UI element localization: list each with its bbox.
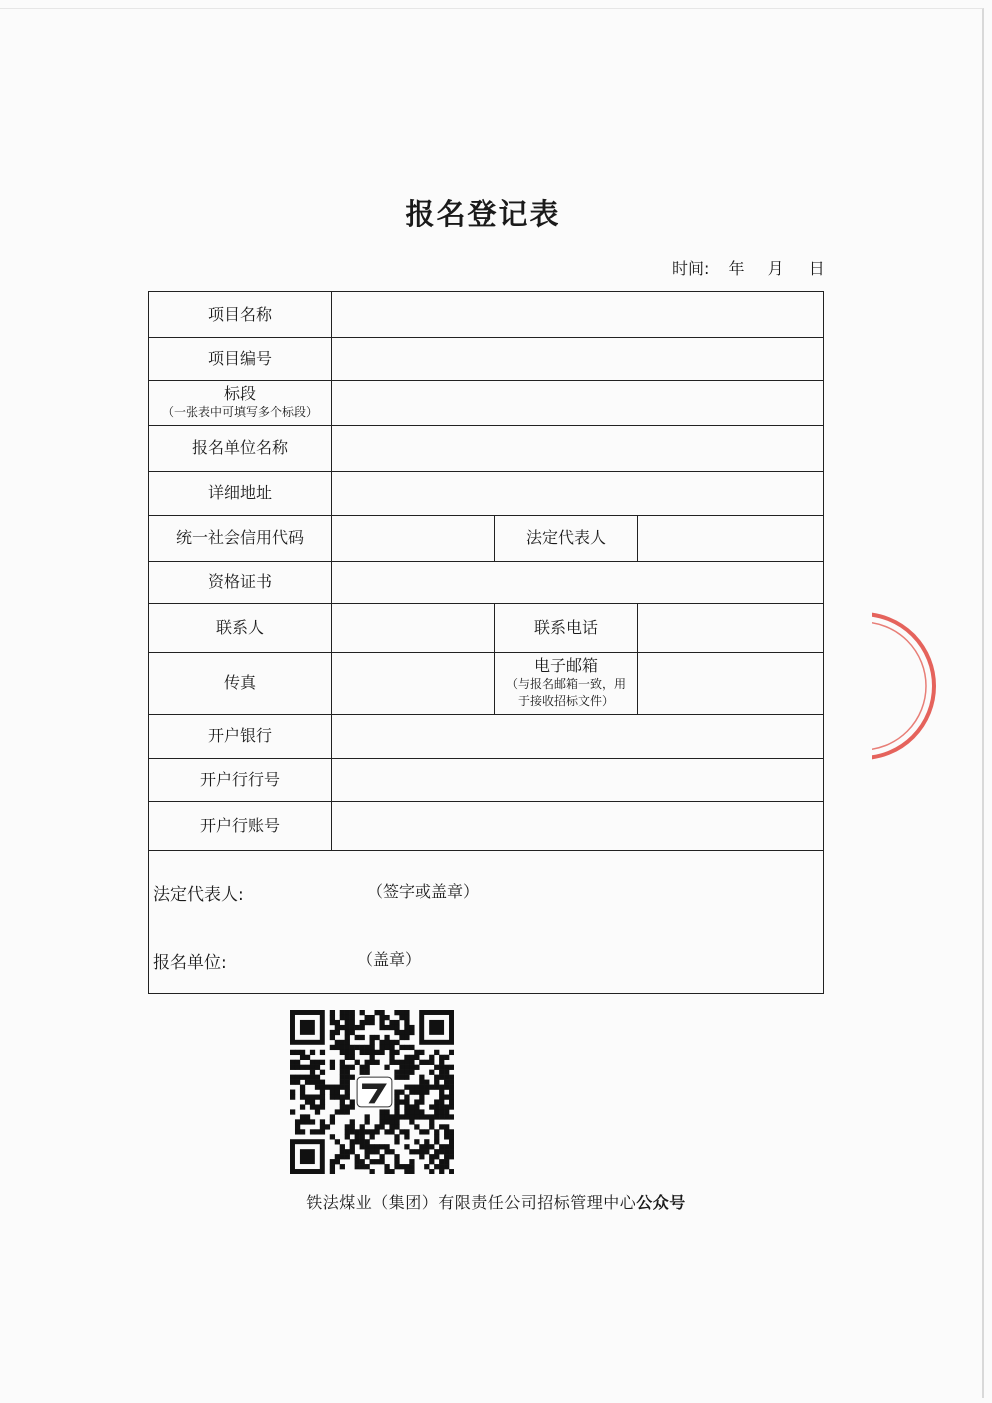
project-number-field[interactable]: [332, 337, 825, 380]
label-credit-code: [149, 515, 331, 561]
label-text: 电子邮箱: [533, 656, 598, 676]
label-text: 统一社会信用代码: [175, 528, 304, 547]
svg-text:公司招标管理中心: [941, 667, 942, 778]
label-note: （一张表中可填写多个标段）: [161, 405, 318, 420]
label-text: 联系电话: [533, 617, 598, 637]
date-day-label: 日: [808, 259, 825, 278]
project-name-field[interactable]: [332, 292, 825, 337]
date-label: 时间:: [672, 259, 710, 278]
label-bank-account: [149, 801, 331, 850]
label-address: [149, 471, 331, 515]
label-email: [495, 652, 637, 714]
date-month-label: 月: [767, 259, 784, 278]
caption-bold: 公众号: [636, 1193, 686, 1212]
company-seal-stamp: [872, 598, 942, 778]
label-contact-phone: [495, 603, 637, 652]
date-line: [672, 256, 825, 279]
label-contact-person: [149, 603, 331, 652]
label-text: 传真: [223, 673, 256, 692]
label-bank-code: [149, 758, 331, 801]
label-qualification: [149, 561, 331, 603]
legal-rep-signature-note: （签字或盖章）: [367, 882, 480, 901]
unit-seal-note: （盖章）: [357, 950, 422, 969]
label-project-name: [149, 292, 331, 337]
label-project-number: [149, 337, 331, 380]
registration-form: [148, 291, 824, 994]
label-text: 项目名称: [207, 304, 272, 324]
label-text: 资格证书: [207, 572, 272, 591]
bank-field[interactable]: [332, 714, 825, 758]
label-note: （与报名邮箱一致，用于接收招标文件）: [505, 677, 626, 708]
credit-code-field[interactable]: [332, 515, 494, 561]
email-field[interactable]: [638, 652, 825, 714]
row-divider: [149, 850, 823, 851]
date-year-label: 年: [728, 259, 745, 278]
label-bank: [149, 714, 331, 758]
label-applicant-name: [149, 425, 331, 471]
page-title: 报名登记表: [405, 197, 561, 231]
contact-person-field[interactable]: [332, 603, 494, 652]
label-legal-representative: [495, 515, 637, 561]
contact-phone-field[interactable]: [638, 603, 825, 652]
label-text: 法定代表人: [525, 528, 606, 547]
bank-code-field[interactable]: [332, 758, 825, 801]
label-fax: [149, 652, 331, 714]
label-lot: [149, 380, 331, 425]
address-field[interactable]: [332, 471, 825, 515]
qualification-field[interactable]: [332, 561, 825, 603]
label-text: 项目编号: [207, 348, 272, 368]
label-text: 开户行行号: [199, 769, 280, 789]
lot-field[interactable]: [332, 380, 825, 425]
legal-representative-field[interactable]: [638, 515, 825, 561]
legal-rep-signature-label: 法定代表人:: [153, 885, 244, 905]
applicant-name-field[interactable]: [332, 425, 825, 471]
label-text: 详细地址: [207, 483, 272, 502]
label-text: 联系人: [215, 617, 264, 637]
bank-account-field[interactable]: [332, 801, 825, 850]
label-text: 开户行账号: [199, 815, 280, 835]
qr-code-icon: [290, 1010, 454, 1174]
fax-field[interactable]: [332, 652, 494, 714]
caption-text: 铁法煤业（集团）有限责任公司招标管理中心: [306, 1193, 637, 1212]
qr-caption: [0, 1190, 992, 1213]
label-text: 标段: [223, 384, 256, 404]
unit-seal-label: 报名单位:: [153, 953, 227, 973]
label-text: 开户银行: [207, 726, 272, 745]
label-text: 报名单位名称: [191, 438, 288, 457]
